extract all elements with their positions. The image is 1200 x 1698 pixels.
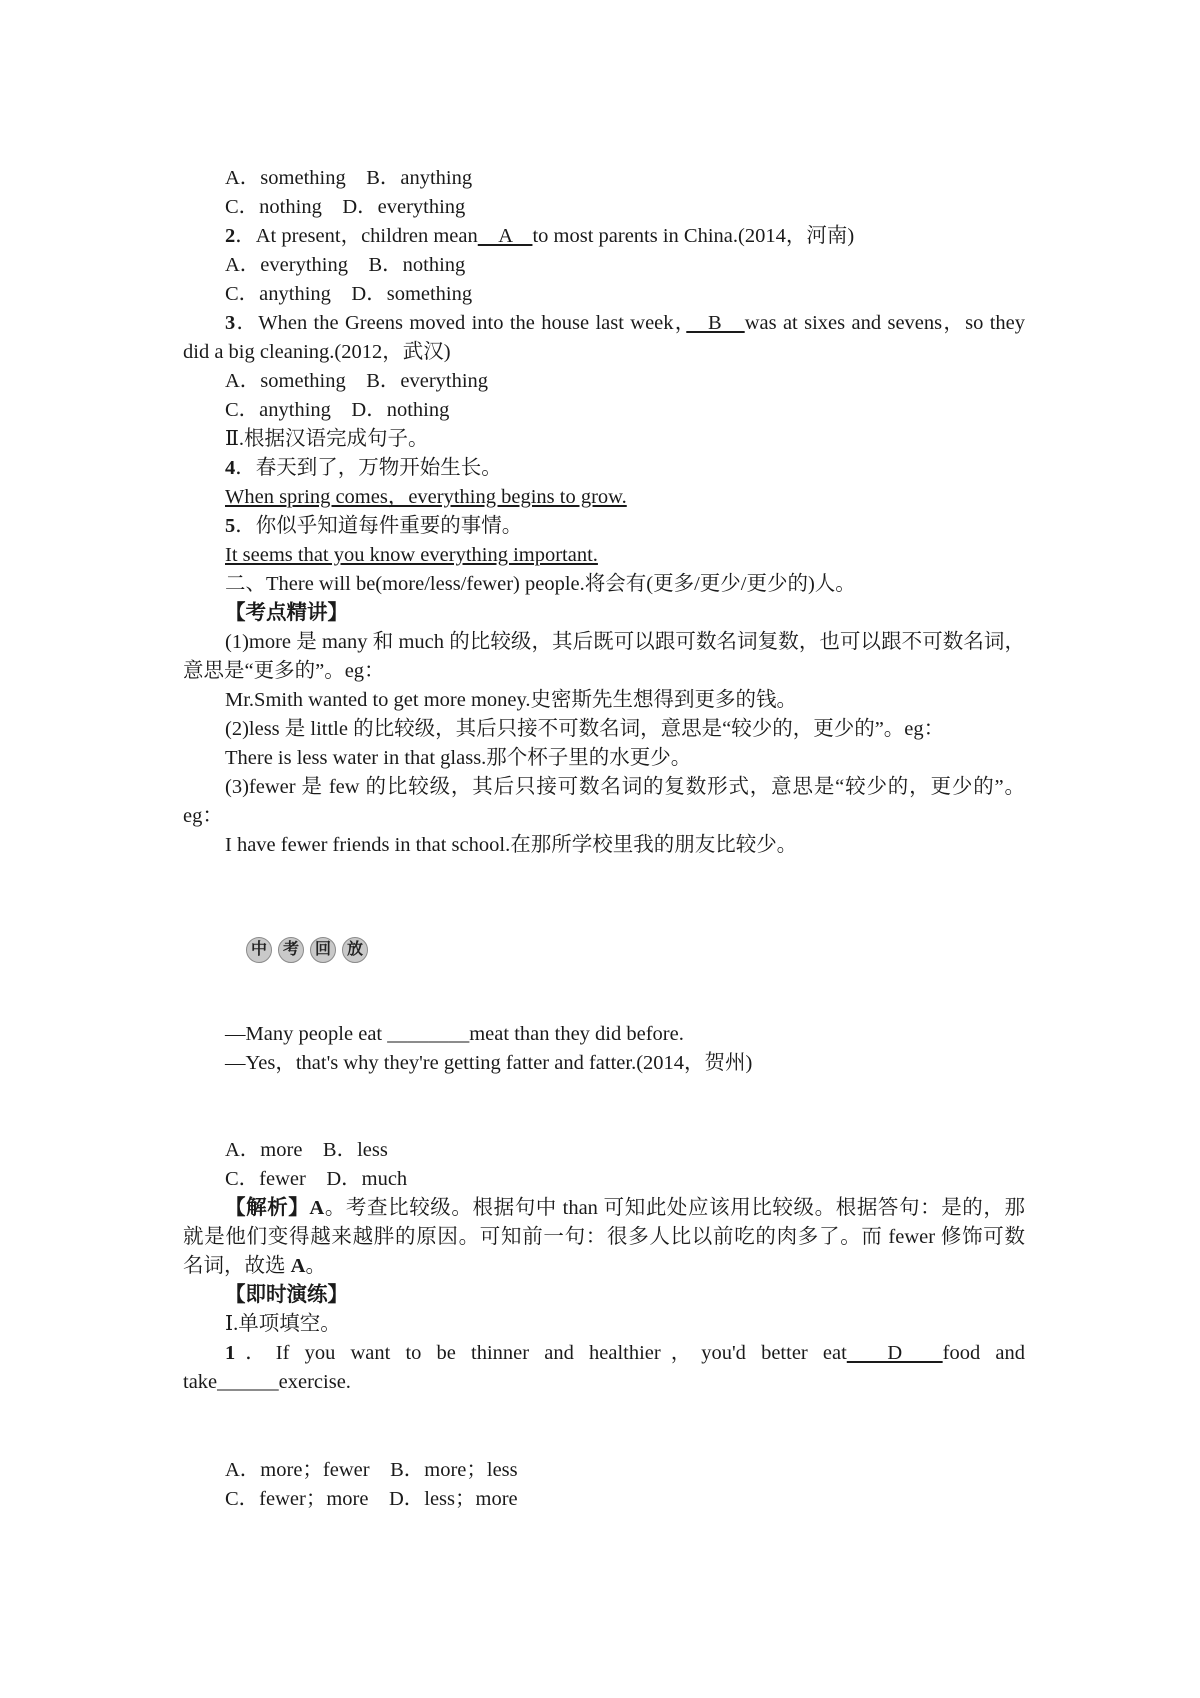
option-line: A．something B．everything	[225, 370, 489, 392]
example-sentence: Mr.Smith wanted to get more money.史密斯先生想得到更多的钱。	[225, 689, 798, 711]
answer-line	[225, 541, 1025, 569]
question-text: ．When the Greens moved into the house last week，	[235, 312, 687, 334]
analysis-text: 。考查比较级。根据句中 than 可知此处应该用比较级。根据答句：是的，那	[324, 1197, 1026, 1219]
option-line: C．fewer D．much	[225, 1168, 408, 1190]
explanation-line: 意思是“更多的”。eg：	[183, 660, 385, 682]
badge-char: 放	[342, 937, 368, 963]
question-line	[225, 309, 1025, 337]
explanation-line: eg：	[183, 805, 223, 827]
analysis-answer: A	[309, 1197, 325, 1219]
badge-char: 中	[246, 937, 272, 963]
analysis-line	[183, 1252, 1025, 1280]
explanation-line: (2)less 是 little 的比较级，其后只接不可数名词，意思是“较少的，更少的”。eg：	[225, 718, 945, 740]
example-sentence: I have fewer friends in that school.在那所学校里我的朋友比较少。	[225, 834, 798, 856]
question-number: 3	[225, 312, 236, 334]
question-line	[225, 222, 1025, 250]
zhongkao-badge	[246, 937, 368, 963]
question-text: ．春天到了，万物开始生长。	[235, 457, 502, 479]
option-line: C．anything D．nothing	[225, 399, 450, 421]
answer-line	[225, 483, 1025, 511]
section-title: 二、There will be(more/less/fewer) people.将会有(更多/更少/更少的)人。	[225, 573, 856, 595]
question-number: 2	[225, 225, 236, 247]
subsection-heading: 【即时演练】	[225, 1284, 348, 1306]
badge-char: 考	[278, 937, 304, 963]
dialogue-line: —Yes，that's why they're getting fatter and fatter.(2014，贺州)	[225, 1052, 753, 1074]
question-text: was at sixes and sevens，so they	[744, 312, 1025, 334]
section-heading: Ⅱ.根据汉语完成句子。	[225, 428, 429, 450]
question-line	[225, 454, 1025, 482]
question-text: ．你似乎知道每件重要的事情。	[235, 515, 523, 537]
question-text: ．At present，children mean	[235, 225, 478, 247]
question-text: to most parents in China.(2014，河南)	[532, 225, 855, 247]
analysis-text: 。	[305, 1255, 326, 1277]
explanation-line: (1)more 是 many 和 much 的比较级，其后既可以跟可数名词复数，也可以跟不可数名词，	[225, 631, 1025, 653]
answer-blank: D	[846, 1342, 943, 1364]
subsection-heading: 【考点精讲】	[225, 602, 348, 624]
badge-char: 回	[310, 937, 336, 963]
answer-sentence: When spring comes，everything begins to grow.	[225, 486, 627, 508]
option-line: A．more B．less	[225, 1139, 388, 1161]
option-line: C．fewer；more D．less；more	[225, 1488, 518, 1510]
analysis-line: 就是他们变得越来越胖的原因。可知前一句：很多人比以前吃的肉多了。而 fewer 修饰可数	[183, 1226, 1025, 1248]
option-line: A．something B．anything	[225, 167, 473, 189]
analysis-line	[225, 1194, 1025, 1222]
question-line	[225, 1339, 1025, 1367]
question-number: 1	[225, 1342, 236, 1364]
option-line: A．more；fewer B．more；less	[225, 1459, 518, 1481]
option-line: A．everything B．nothing	[225, 254, 466, 276]
question-continuation: take______exercise.	[183, 1371, 351, 1393]
option-line: C．anything D．something	[225, 283, 473, 305]
question-number: 5	[225, 515, 236, 537]
analysis-answer: A	[290, 1255, 306, 1277]
question-continuation: did a big cleaning.(2012，武汉)	[183, 341, 451, 363]
answer-sentence: It seems that you know everything important.	[225, 544, 598, 566]
answer-blank: A	[477, 225, 533, 247]
question-text: food and	[942, 1342, 1025, 1364]
analysis-label: 【解析】	[225, 1197, 310, 1219]
answer-blank: B	[686, 312, 745, 334]
question-number: 4	[225, 457, 236, 479]
example-sentence: There is less water in that glass.那个杯子里的水更少。	[225, 747, 692, 769]
analysis-text: 名词，故选	[183, 1255, 291, 1277]
option-line: C．nothing D．everything	[225, 196, 466, 218]
explanation-line: (3)fewer 是 few 的比较级，其后只接可数名词的复数形式，意思是“较少的，更少的”。	[225, 776, 1025, 798]
dialogue-line: —Many people eat ________meat than they did before.	[225, 1023, 684, 1045]
section-heading: Ⅰ.单项填空。	[225, 1313, 341, 1335]
question-line	[225, 512, 1025, 540]
question-text: ．If you want to be thinner and healthier，you'd better eat	[235, 1342, 847, 1364]
